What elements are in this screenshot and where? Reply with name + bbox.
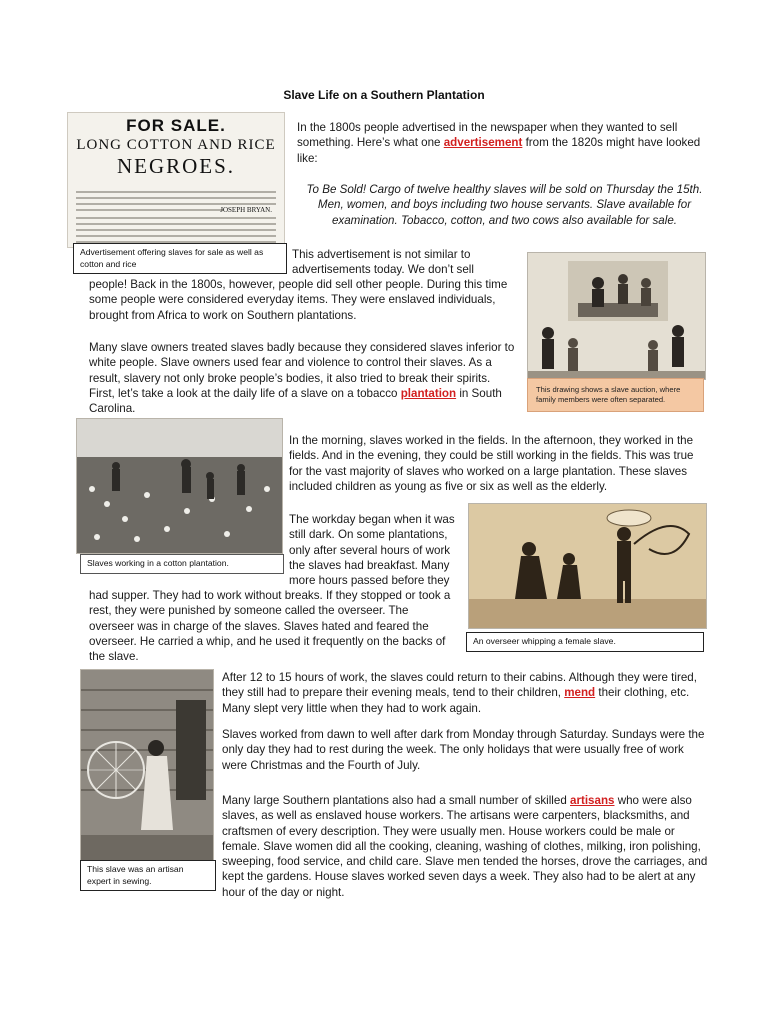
cabins-text: After 12 to 15 hours of work, the slaves could return to their cabins. Although they were tired, they still had to prepare their evening meals, tend to their children, [222,671,697,700]
owners-text: Many slave owners treated slaves badly because they considered slaves inferior to white people. Slave owners used fear and violence to control their slaves. As a result, slavery not only broke people’s bodies, it also tried to break their spirits. First, let’s take a look at the daily life of a slave on a tobacco [89,341,515,400]
cabins-text-end: their clothing, etc. Many slept very little when they had to work again. [222,686,690,715]
workday-paragraph-top: The workday began when it was still dark. On some plantations, only after several hours of work the slaves had breakfast. Many more hours passed before they [289,513,455,588]
cotton-caption: Slaves working in a cotton plantation. [80,554,284,574]
newspaper-ad-image [67,112,285,248]
ad-headline: FOR SALE. [126,116,226,135]
auction-drawing-image [527,252,706,380]
intro-text-end: from the 1820s might have looked like: [297,136,701,165]
overseer-caption: An overseer whipping a female slave. [466,632,704,652]
spinning-wheel-photo [80,669,214,861]
ad-signature: JOSEPH BRYAN. [220,206,272,214]
ad-caption: Advertisement offering slaves for sale as well as cotton and rice [73,243,287,274]
ad-subheadline: LONG COTTON AND RICE [76,137,276,153]
ad-main-word: NEGROES. [116,154,236,178]
intro-text: In the 1800s people advertised in the newspaper when they wanted to sell something. Here’s what one [297,121,678,150]
morning-paragraph: In the morning, slaves worked in the fields. In the afternoon, they worked in the fields. And in the evening, they could be still working in the fields. This was true for the vast majority of slaves who worked on a large plantation. These slaves included children as young as five or six as well as the elderly. [289,434,694,493]
page-title: Slave Life on a Southern Plantation [283,88,485,102]
workday-paragraph-bottom: had supper. They had to work without breaks. If they stopped or took a rest, they were punished by someone called the overseer. The overseer was in charge of the slaves. Slaves hated and feared the overseer. He carried a whip, and he used it frequently on the backs of the slave. [89,589,451,664]
intro-paragraph [297,120,709,166]
para-ad-line2: advertisements today. We don’t sell [292,263,474,276]
plantation-link[interactable]: plantation [400,386,457,400]
artisans-link[interactable]: artisans [570,794,615,807]
cotton-field-photo [76,418,283,554]
ad-quote: To Be Sold! Cargo of twelve healthy slaves will be sold on Thursday the 15th. Men, women, and boys including two house servants. Slave available for examination. Tobacco, cotton, and two cows also available for sale. [306,183,703,227]
artisans-text: Many large Southern plantations also had a small number of skilled [222,794,571,807]
artisans-paragraph [222,793,710,900]
cabins-paragraph [222,670,710,716]
advertisement-link[interactable]: advertisement [443,136,523,150]
para-ad-line1: This advertisement is not similar to [292,248,471,261]
week-paragraph: Slaves worked from dawn to well after dark from Monday through Saturday. Sundays were the only day they had to rest during the week. The only holidays that were usually free of work were Christmas and the Fourth of July. [222,728,705,772]
owners-paragraph [89,340,515,416]
auction-caption: This drawing shows a slave auction, where family members were often separated. [527,378,704,412]
artisans-text-end: who were also slaves, as well as enslaved house workers. The artisans were carpenters, blacksmiths, and craftsmen of every description. They were usually men. House workers could be male or female. Slave women did all the cooking, cleaning, washing of clothes, milking, iron polishing, sweeping, food service, and child care. Slave men tended the horses, drove the carriages, and kept the gardens. House slaves worked seven days a week. They also had to be alert at any hour of the day or night. [222,794,708,899]
sewing-caption: This slave was an artisan expert in sewing. [80,860,216,891]
para-ad-body: people! Back in the 1800s, however, people did sell other people. During this time some people were considered everyday items. They were enslaved individuals, brought from Africa to work on Southern plantations. [89,278,508,322]
overseer-whipping-drawing [468,503,707,629]
owners-text-end: in South Carolina. [89,386,502,416]
mend-link[interactable]: mend [564,686,596,700]
